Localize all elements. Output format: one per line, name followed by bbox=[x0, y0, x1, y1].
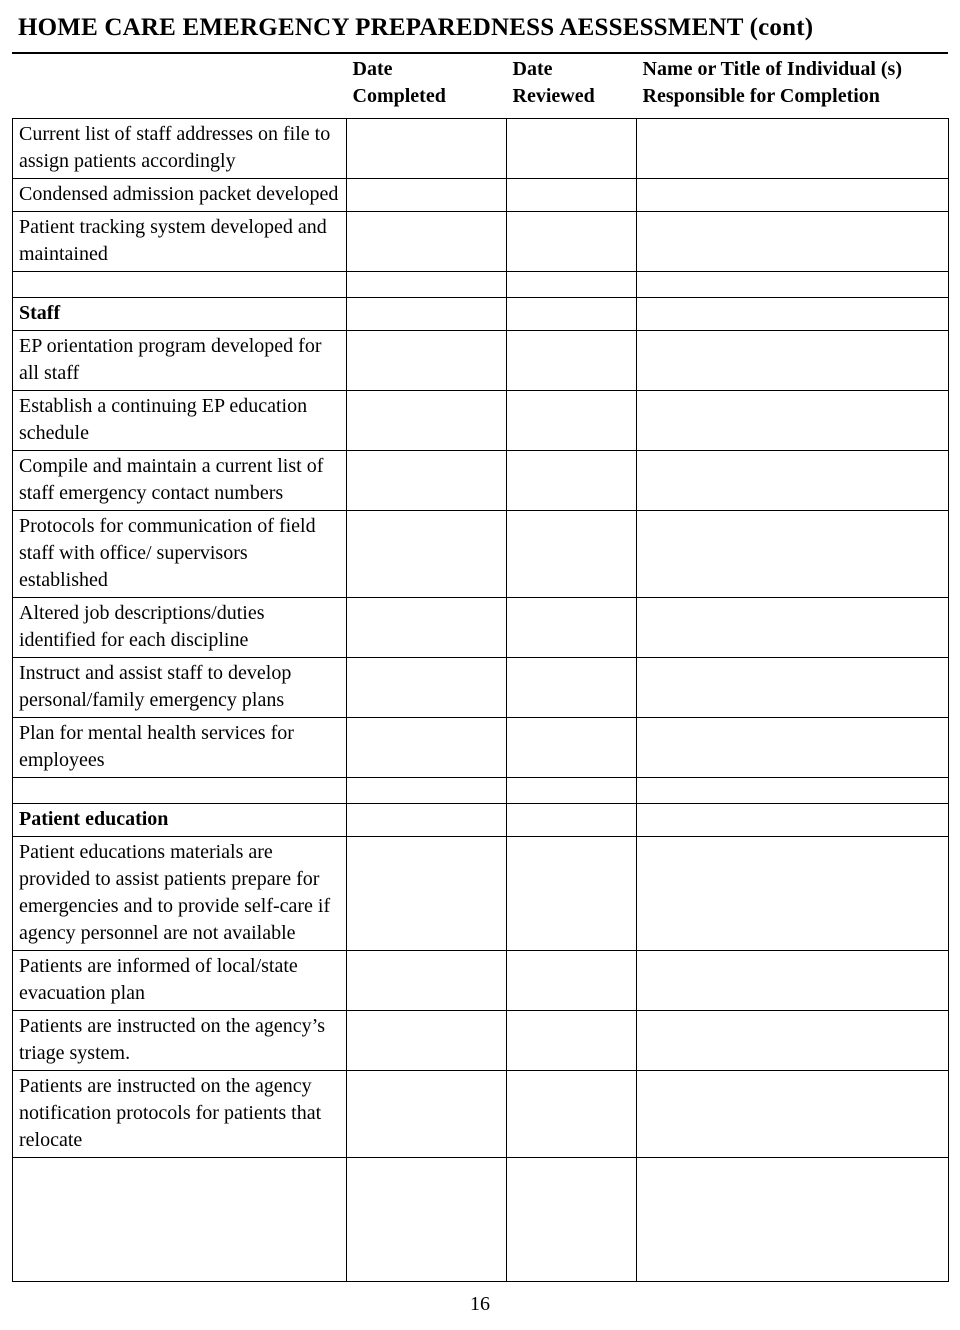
table-row bbox=[13, 331, 949, 391]
table-row bbox=[13, 1011, 949, 1071]
responsible-cell[interactable] bbox=[637, 119, 949, 179]
item-label-cell bbox=[13, 1158, 347, 1282]
date-completed-cell[interactable] bbox=[347, 658, 507, 718]
column-header-items bbox=[13, 54, 347, 119]
date-reviewed-cell[interactable] bbox=[507, 179, 637, 212]
item-label-cell: Patients are informed of local/state evacuation plan bbox=[13, 951, 347, 1011]
responsible-cell[interactable] bbox=[637, 718, 949, 778]
item-label-cell: Altered job descriptions/duties identified for each discipline bbox=[13, 598, 347, 658]
item-label-cell: Condensed admission packet developed bbox=[13, 179, 347, 212]
column-header-date-completed bbox=[347, 54, 507, 119]
date-reviewed-line1: Date bbox=[512, 58, 553, 80]
responsible-cell[interactable] bbox=[637, 778, 949, 804]
table-row bbox=[13, 451, 949, 511]
date-completed-line1: Date bbox=[352, 58, 393, 80]
responsible-cell[interactable] bbox=[637, 1071, 949, 1158]
item-label-cell: Patient educations materials are provided to assist patients prepare for emergencies and to provide self-care if agency personnel are not available bbox=[13, 837, 347, 951]
date-completed-cell[interactable] bbox=[347, 837, 507, 951]
date-reviewed-cell[interactable] bbox=[507, 598, 637, 658]
table-row bbox=[13, 511, 949, 598]
table-row bbox=[13, 391, 949, 451]
table-row bbox=[13, 298, 949, 331]
date-reviewed-cell[interactable] bbox=[507, 1011, 637, 1071]
responsible-line1: Name or Title of Individual (s) bbox=[642, 58, 902, 80]
responsible-cell[interactable] bbox=[637, 598, 949, 658]
responsible-cell[interactable] bbox=[637, 331, 949, 391]
table-row bbox=[13, 272, 949, 298]
item-label-cell: Patient tracking system developed and maintained bbox=[13, 212, 347, 272]
date-reviewed-line2: Reviewed bbox=[512, 85, 595, 107]
date-completed-cell[interactable] bbox=[347, 451, 507, 511]
date-reviewed-cell[interactable] bbox=[507, 298, 637, 331]
date-completed-line2: Completed bbox=[352, 85, 446, 107]
date-completed-cell[interactable] bbox=[347, 718, 507, 778]
section-heading-cell: Staff bbox=[13, 298, 347, 331]
date-completed-cell[interactable] bbox=[347, 804, 507, 837]
date-completed-cell[interactable] bbox=[347, 1011, 507, 1071]
date-completed-cell[interactable] bbox=[347, 212, 507, 272]
date-reviewed-cell[interactable] bbox=[507, 331, 637, 391]
responsible-cell[interactable] bbox=[637, 298, 949, 331]
responsible-cell[interactable] bbox=[637, 179, 949, 212]
table-row bbox=[13, 837, 949, 951]
table-header-row bbox=[13, 54, 949, 119]
responsible-cell[interactable] bbox=[637, 804, 949, 837]
date-completed-cell[interactable] bbox=[347, 511, 507, 598]
table-row bbox=[13, 1158, 949, 1282]
page-title: HOME CARE EMERGENCY PREPAREDNESS AESSESSMENT (cont) bbox=[18, 14, 814, 41]
responsible-cell[interactable] bbox=[637, 212, 949, 272]
date-reviewed-cell[interactable] bbox=[507, 272, 637, 298]
date-completed-cell[interactable] bbox=[347, 598, 507, 658]
date-reviewed-cell[interactable] bbox=[507, 119, 637, 179]
item-label-cell: Establish a continuing EP education schedule bbox=[13, 391, 347, 451]
responsible-cell[interactable] bbox=[637, 951, 949, 1011]
table-row bbox=[13, 718, 949, 778]
item-label-cell: Instruct and assist staff to develop personal/family emergency plans bbox=[13, 658, 347, 718]
responsible-cell[interactable] bbox=[637, 511, 949, 598]
date-completed-cell[interactable] bbox=[347, 179, 507, 212]
date-completed-cell[interactable] bbox=[347, 1071, 507, 1158]
responsible-line2: Responsible for Completion bbox=[642, 85, 880, 107]
responsible-cell[interactable] bbox=[637, 272, 949, 298]
column-header-responsible bbox=[637, 54, 949, 119]
item-label-cell: Current list of staff addresses on file to assign patients accordingly bbox=[13, 119, 347, 179]
table-row bbox=[13, 212, 949, 272]
date-reviewed-cell[interactable] bbox=[507, 658, 637, 718]
date-reviewed-cell[interactable] bbox=[507, 718, 637, 778]
item-label-cell: Protocols for communication of field staff with office/ supervisors established bbox=[13, 511, 347, 598]
date-reviewed-cell[interactable] bbox=[507, 511, 637, 598]
date-reviewed-cell[interactable] bbox=[507, 951, 637, 1011]
item-label-cell bbox=[13, 778, 347, 804]
responsible-cell[interactable] bbox=[637, 391, 949, 451]
date-reviewed-cell[interactable] bbox=[507, 1071, 637, 1158]
responsible-cell[interactable] bbox=[637, 837, 949, 951]
section-heading-cell: Patient education bbox=[13, 804, 347, 837]
responsible-cell[interactable] bbox=[637, 1011, 949, 1071]
date-reviewed-cell[interactable] bbox=[507, 212, 637, 272]
date-reviewed-cell[interactable] bbox=[507, 451, 637, 511]
item-label-cell: Plan for mental health services for employees bbox=[13, 718, 347, 778]
item-label-cell: Compile and maintain a current list of staff emergency contact numbers bbox=[13, 451, 347, 511]
date-reviewed-cell[interactable] bbox=[507, 1158, 637, 1282]
table-row bbox=[13, 951, 949, 1011]
date-completed-cell[interactable] bbox=[347, 272, 507, 298]
date-reviewed-cell[interactable] bbox=[507, 804, 637, 837]
item-label-cell: Patients are instructed on the agency notification protocols for patients that relocate bbox=[13, 1071, 347, 1158]
item-label-cell bbox=[13, 272, 347, 298]
date-completed-cell[interactable] bbox=[347, 1158, 507, 1282]
date-reviewed-cell[interactable] bbox=[507, 391, 637, 451]
column-header-date-reviewed bbox=[507, 54, 637, 119]
item-label-cell: EP orientation program developed for all staff bbox=[13, 331, 347, 391]
table-row bbox=[13, 658, 949, 718]
table-row bbox=[13, 179, 949, 212]
date-completed-cell[interactable] bbox=[347, 331, 507, 391]
date-completed-cell[interactable] bbox=[347, 951, 507, 1011]
table-body bbox=[13, 119, 949, 1282]
table-row bbox=[13, 804, 949, 837]
responsible-cell[interactable] bbox=[637, 451, 949, 511]
preparedness-assessment-table bbox=[12, 54, 949, 1282]
responsible-cell[interactable] bbox=[637, 658, 949, 718]
table-row bbox=[13, 1071, 949, 1158]
date-completed-cell[interactable] bbox=[347, 778, 507, 804]
date-completed-cell[interactable] bbox=[347, 391, 507, 451]
table-row bbox=[13, 778, 949, 804]
table-row bbox=[13, 598, 949, 658]
responsible-cell[interactable] bbox=[637, 1158, 949, 1282]
date-completed-cell[interactable] bbox=[347, 298, 507, 331]
date-completed-cell[interactable] bbox=[347, 119, 507, 179]
date-reviewed-cell[interactable] bbox=[507, 837, 637, 951]
table-row bbox=[13, 119, 949, 179]
date-reviewed-cell[interactable] bbox=[507, 778, 637, 804]
item-label-cell: Patients are instructed on the agency’s triage system. bbox=[13, 1011, 347, 1071]
page-number: 16 bbox=[470, 1293, 490, 1315]
